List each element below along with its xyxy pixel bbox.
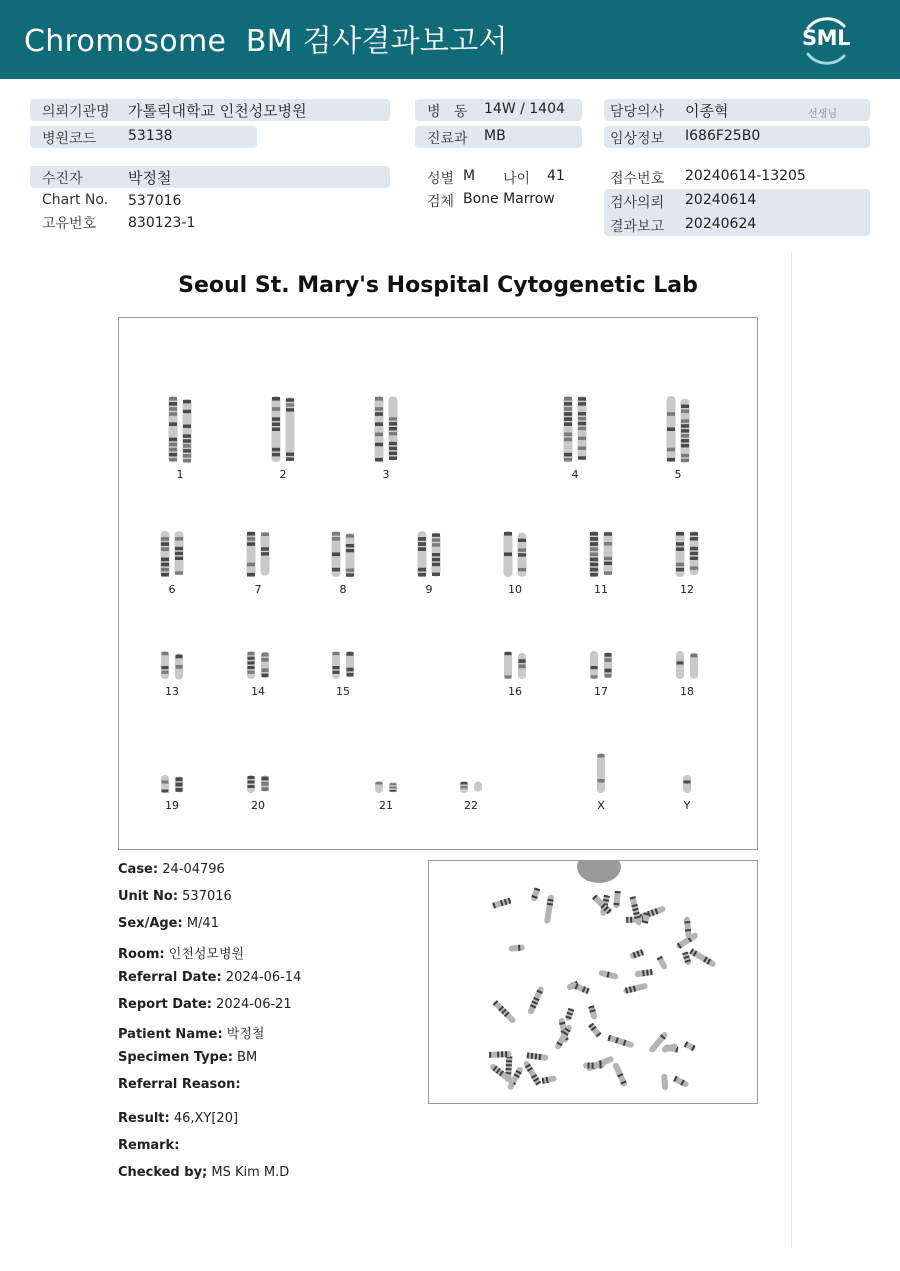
chromosome-pair-14	[238, 649, 278, 681]
detail-key: Room:	[118, 947, 165, 962]
patient-label: 수진자	[42, 171, 83, 187]
right-divider	[791, 252, 792, 1248]
chromosome-label-Y: Y	[683, 799, 691, 812]
detail-row	[118, 1050, 257, 1065]
detail-value: 24-04796	[158, 862, 225, 877]
chromosome-label-6: 6	[168, 583, 176, 596]
detail-row	[118, 862, 225, 877]
receipt-label: 접수번호	[610, 171, 665, 187]
chromosome-pair-Y	[667, 773, 707, 795]
detail-value: M/41	[182, 916, 219, 931]
detail-value: BM	[232, 1050, 258, 1065]
detail-value: MS Kim M.D	[207, 1165, 290, 1180]
chromosome-label-21: 21	[379, 799, 393, 812]
age-value: 41	[547, 168, 565, 184]
chromosome-label-20: 20	[251, 799, 265, 812]
detail-key: Referral Date:	[118, 970, 222, 985]
doctor-value: 이종혁	[685, 102, 729, 120]
dept-label: 진료과	[427, 131, 468, 147]
chromosome-label-13: 13	[165, 685, 179, 698]
chart-value: 537016	[128, 193, 182, 209]
detail-key: Sex/Age:	[118, 916, 183, 931]
doctor-label: 담당의사	[610, 104, 665, 120]
chromosome-pair-2	[263, 394, 303, 464]
detail-row	[118, 1023, 264, 1042]
ward-value: 14W / 1404	[484, 101, 565, 117]
report-title: Chromosome BM 검사결과보고서	[24, 24, 508, 59]
metaphase-spread	[429, 861, 757, 1103]
detail-key: Result:	[118, 1111, 170, 1126]
chromosome-pair-10	[495, 529, 535, 579]
chromosome-label-2: 2	[279, 468, 287, 481]
receipt-value: 20240614-13205	[685, 168, 806, 184]
chromosome-pair-17	[581, 649, 621, 681]
chromosome-label-22: 22	[464, 799, 478, 812]
detail-value: 537016	[178, 889, 232, 904]
detail-row	[118, 889, 232, 904]
detail-key: Report Date:	[118, 997, 213, 1012]
chromosome-pair-22	[451, 779, 491, 795]
sml-logo	[798, 12, 854, 68]
sex-label: 성별	[427, 171, 455, 187]
unique-label: 고유번호	[42, 216, 97, 232]
chromosome-label-18: 18	[680, 685, 694, 698]
metaphase-image	[428, 860, 758, 1104]
chromosome-pair-7	[238, 529, 278, 579]
chromosome-label-4: 4	[571, 468, 579, 481]
chromosome-pair-15	[323, 649, 363, 681]
report-header	[0, 0, 900, 79]
chart-label: Chart No.	[42, 192, 109, 208]
hospital-code-label: 병원코드	[42, 131, 97, 147]
detail-value: 인천성모병원	[164, 947, 245, 962]
chromosome-pair-8	[323, 529, 363, 579]
detail-row	[118, 1165, 289, 1180]
clinical-value: I686F25B0	[685, 128, 761, 144]
chromosome-label-7: 7	[254, 583, 262, 596]
chromosome-label-19: 19	[165, 799, 179, 812]
detail-row	[118, 916, 219, 931]
detail-row	[118, 997, 292, 1012]
detail-row	[118, 970, 301, 985]
specimen-value: Bone Marrow	[463, 191, 555, 207]
chromosome-label-17: 17	[594, 685, 608, 698]
chromosome-pair-21	[366, 779, 406, 795]
chromosome-pair-X	[581, 751, 621, 795]
dept-value: MB	[484, 128, 506, 144]
chromosome-pair-11	[581, 529, 621, 579]
detail-value: 2024-06-21	[212, 997, 292, 1012]
chromosome-pair-16	[495, 649, 535, 681]
detail-key: Remark:	[118, 1138, 180, 1153]
detail-row	[118, 1077, 241, 1092]
chromosome-label-14: 14	[251, 685, 265, 698]
chromosome-label-11: 11	[594, 583, 608, 596]
chromosome-label-3: 3	[382, 468, 390, 481]
chromosome-label-16: 16	[508, 685, 522, 698]
chromosome-label-15: 15	[336, 685, 350, 698]
chromosome-pair-19	[152, 773, 192, 795]
detail-row	[118, 1111, 238, 1126]
chromosome-label-10: 10	[508, 583, 522, 596]
doctor-suffix: 선생님	[808, 109, 837, 120]
chromosome-label-X: X	[597, 799, 605, 812]
chromosome-label-9: 9	[425, 583, 433, 596]
chromosome-pair-20	[238, 773, 278, 795]
request-value: 20240614	[685, 192, 757, 208]
karyogram-panel	[118, 317, 758, 850]
chromosome-pair-3	[366, 394, 406, 464]
unique-value: 830123-1	[128, 215, 196, 231]
detail-value: 2024-06-14	[221, 970, 302, 985]
institution-value: 가톨릭대학교 인천성모병원	[128, 102, 307, 120]
sex-value: M	[463, 168, 476, 184]
report-value: 20240624	[685, 216, 757, 232]
chromosome-label-12: 12	[680, 583, 694, 596]
chromosome-pair-1	[160, 394, 200, 464]
chromosome-label-1: 1	[176, 468, 184, 481]
logo-text: SML	[802, 26, 850, 50]
detail-key: Checked by;	[118, 1165, 208, 1180]
detail-key: Referral Reason:	[118, 1077, 241, 1092]
chromosome-pair-4	[555, 394, 595, 464]
age-label: 나이	[503, 171, 531, 187]
clinical-label: 임상정보	[610, 131, 665, 147]
chromosome-pair-5	[658, 394, 698, 464]
chromosome-pair-9	[409, 529, 449, 579]
chromosome-label-8: 8	[339, 583, 347, 596]
hospital-code-value: 53138	[128, 128, 173, 144]
chromosome-pair-13	[152, 649, 192, 681]
patient-value: 박정철	[128, 169, 172, 187]
detail-key: Specimen Type:	[118, 1050, 233, 1065]
patient-box	[30, 166, 390, 188]
detail-row	[118, 943, 244, 962]
ward-label: 병 동	[427, 104, 468, 120]
request-label: 검사의뢰	[610, 195, 665, 211]
detail-value: 46,XY[20]	[169, 1111, 239, 1126]
detail-row	[118, 1138, 179, 1153]
specimen-label: 검체	[427, 194, 455, 210]
detail-key: Unit No:	[118, 889, 179, 904]
detail-value: 박정철	[222, 1027, 265, 1042]
detail-key: Patient Name:	[118, 1027, 223, 1042]
chromosome-pair-6	[152, 529, 192, 579]
chromosome-pair-18	[667, 649, 707, 681]
chromosome-pair-12	[667, 529, 707, 579]
chromosome-label-5: 5	[674, 468, 682, 481]
institution-label: 의뢰기관명	[42, 104, 110, 120]
detail-key: Case:	[118, 862, 159, 877]
lab-title: Seoul St. Mary's Hospital Cytogenetic Lab	[178, 273, 698, 298]
report-label: 결과보고	[610, 219, 665, 235]
